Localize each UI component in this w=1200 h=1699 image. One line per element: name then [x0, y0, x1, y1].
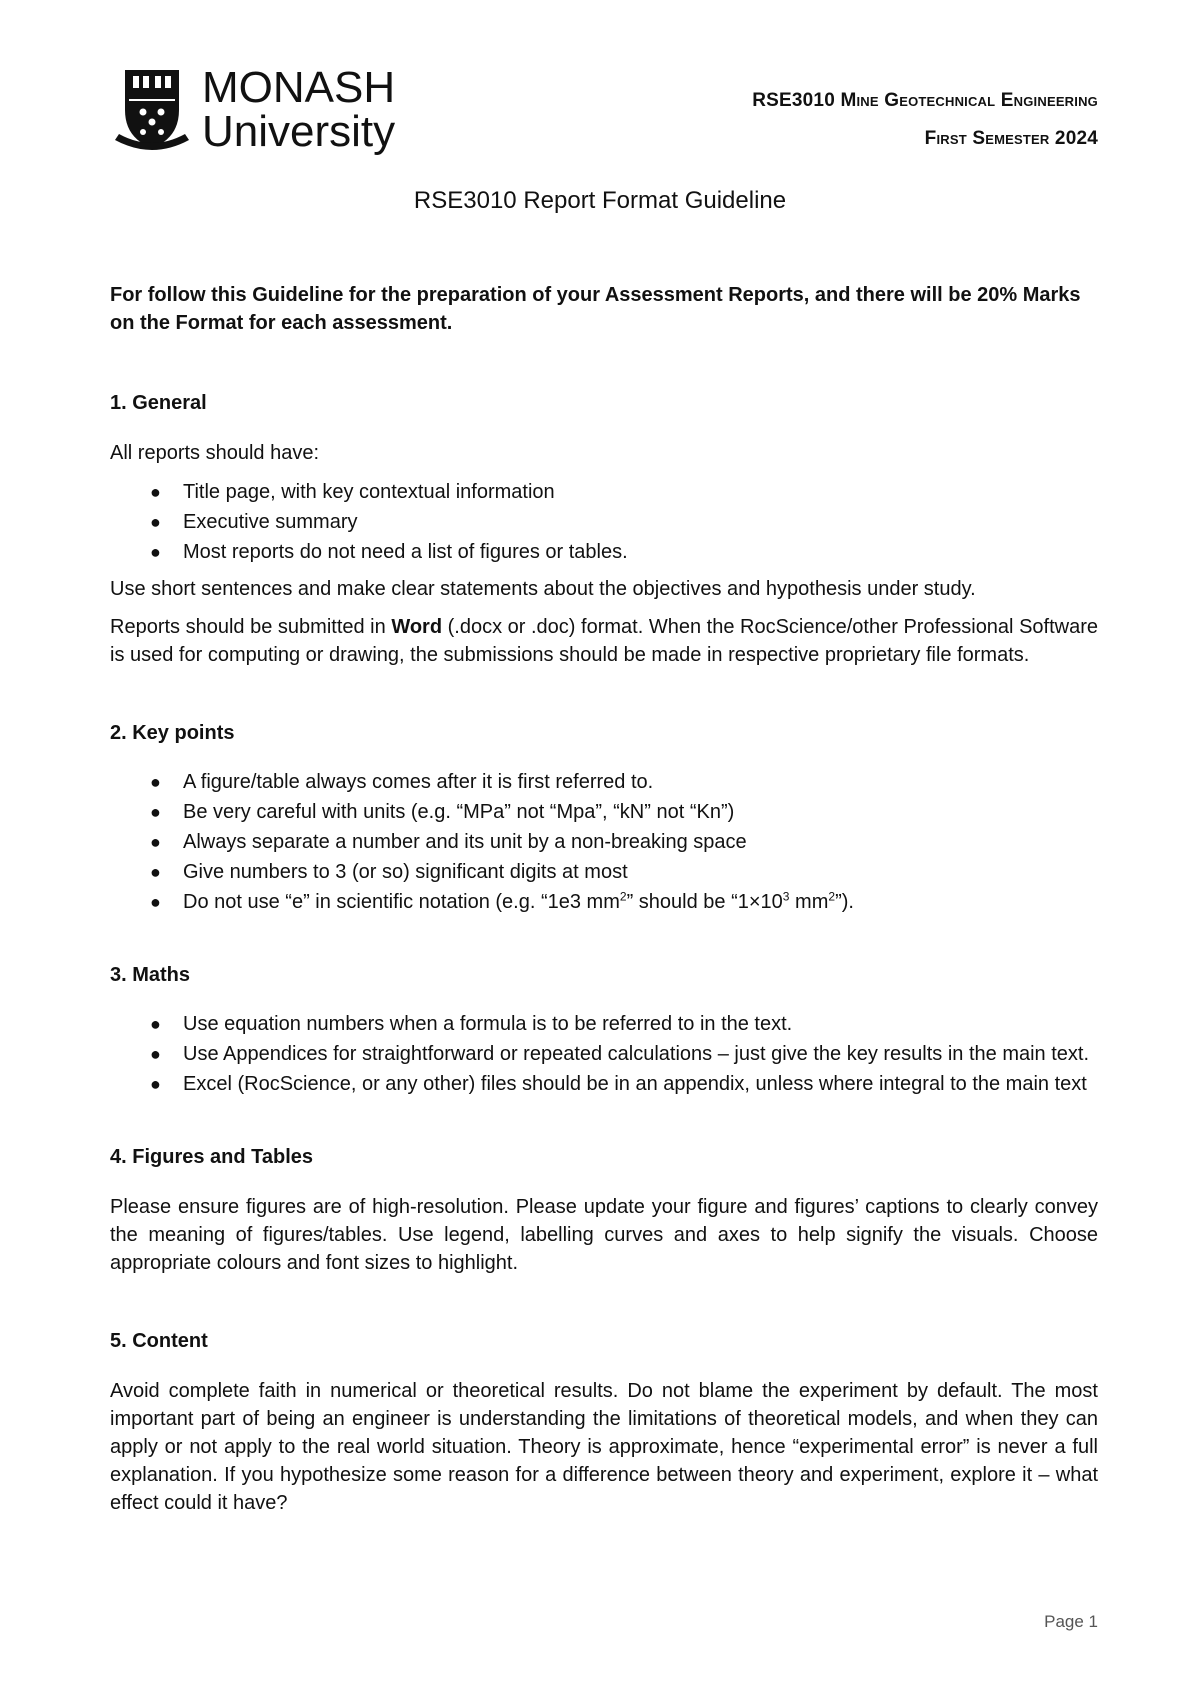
bullet-icon: ● — [150, 1074, 161, 1094]
section-keypoints-heading: 2. Key points — [110, 722, 235, 744]
list-item: ● Excel (RocScience, or any other) files should be in an appendix, unless where integral to the main text — [110, 1069, 1098, 1099]
list-item: ● Be very careful with units (e.g. “MPa” not “Mpa”, “kN” not “Kn”) — [110, 797, 1098, 827]
bullet-icon: ● — [150, 802, 161, 822]
list-item: ● Use Appendices for straightforward or repeated calculations – just give the key results in the main text. — [110, 1039, 1098, 1069]
monash-logo — [113, 62, 403, 158]
document-body — [110, 281, 1098, 1517]
list-item: ● Give numbers to 3 (or so) significant digits at most — [110, 857, 1098, 887]
list-item: ● Executive summary — [110, 507, 1098, 537]
list-item: ● Most reports do not need a list of figures or tables. — [110, 537, 1098, 567]
general-list — [110, 477, 1098, 567]
semester-label: First Semester 2024 — [924, 128, 1098, 149]
section-maths-heading: 3. Maths — [110, 964, 191, 986]
bullet-icon: ● — [150, 1044, 161, 1064]
bullet-icon: ● — [150, 1014, 161, 1034]
bullet-icon: ● — [150, 772, 161, 792]
content-paragraph: Avoid complete faith in numerical or theoretical results. Do not blame the experiment by default. The most important part of being an engineer is understanding the limitations of theoretical models, and when they can apply or not apply to the real world situation. Theory is approximate, hence “experimental error” is never a full explanation. If you hypothesize some reason for a difference between theory and experiment, explore it – what effect could it have? — [110, 1380, 1098, 1514]
bullet-icon: ● — [150, 482, 161, 502]
monash-crest-icon — [113, 62, 403, 158]
list-item: ● Title page, with key contextual information — [110, 477, 1098, 507]
keypoints-list — [110, 767, 1098, 917]
list-item: ● A figure/table always comes after it is first referred to. — [110, 767, 1098, 797]
logo-word-monash: MONASH — [202, 63, 396, 112]
course-header — [752, 82, 1098, 158]
bullet-icon: ● — [150, 892, 161, 912]
list-item: ● Do not use “e” in scientific notation (e.g. “1e3 $mm^2$” should be “$1\times 10^3$ $mm^2$”). — [110, 887, 1098, 917]
list-item: ● Always separate a number and its unit by a non-breaking space — [110, 827, 1098, 857]
document-title: RSE3010 Report Format Guideline — [413, 187, 787, 214]
general-paragraph-1: Use short sentences and make clear statements about the objectives and hypothesis under study. — [110, 578, 976, 600]
bullet-icon: ● — [150, 832, 161, 852]
word-format-bold: Word — [391, 616, 443, 638]
course-title: RSE3010 Mine Geotechnical Engineering — [752, 90, 1098, 111]
bullet-icon: ● — [150, 512, 161, 532]
section-content-heading: 5. Content — [110, 1330, 208, 1352]
list-item: ● Use equation numbers when a formula is to be referred to in the text. — [110, 1009, 1098, 1039]
maths-list — [110, 1009, 1098, 1099]
general-paragraph-2: Reports should be submitted in Word (.docx or .doc) format. When the RocScience/other Professional Software is used for computing or drawing, the submissions should be made in respective proprietary file formats. — [110, 616, 1098, 666]
bullet-icon: ● — [150, 542, 161, 562]
page-number: Page 1 — [1044, 1612, 1098, 1631]
section-general-heading: 1. General — [110, 392, 207, 414]
figures-paragraph: Please ensure figures are of high-resolution. Please update your figure and figures’ captions to clearly convey the meaning of figures/tables. Use legend, labelling curves and axes to help signify the visuals. Choose appropriate colours and font sizes to highlight. — [110, 1196, 1098, 1274]
bullet-icon: ● — [150, 862, 161, 882]
intro-paragraph: For follow this Guideline for the preparation of your Assessment Reports, and there will be 20% Marks on the Format for each assessment. — [110, 284, 1081, 334]
logo-word-university: University — [202, 107, 396, 156]
section-figures-heading: 4. Figures and Tables — [110, 1146, 314, 1168]
general-lead: All reports should have: — [110, 442, 320, 464]
